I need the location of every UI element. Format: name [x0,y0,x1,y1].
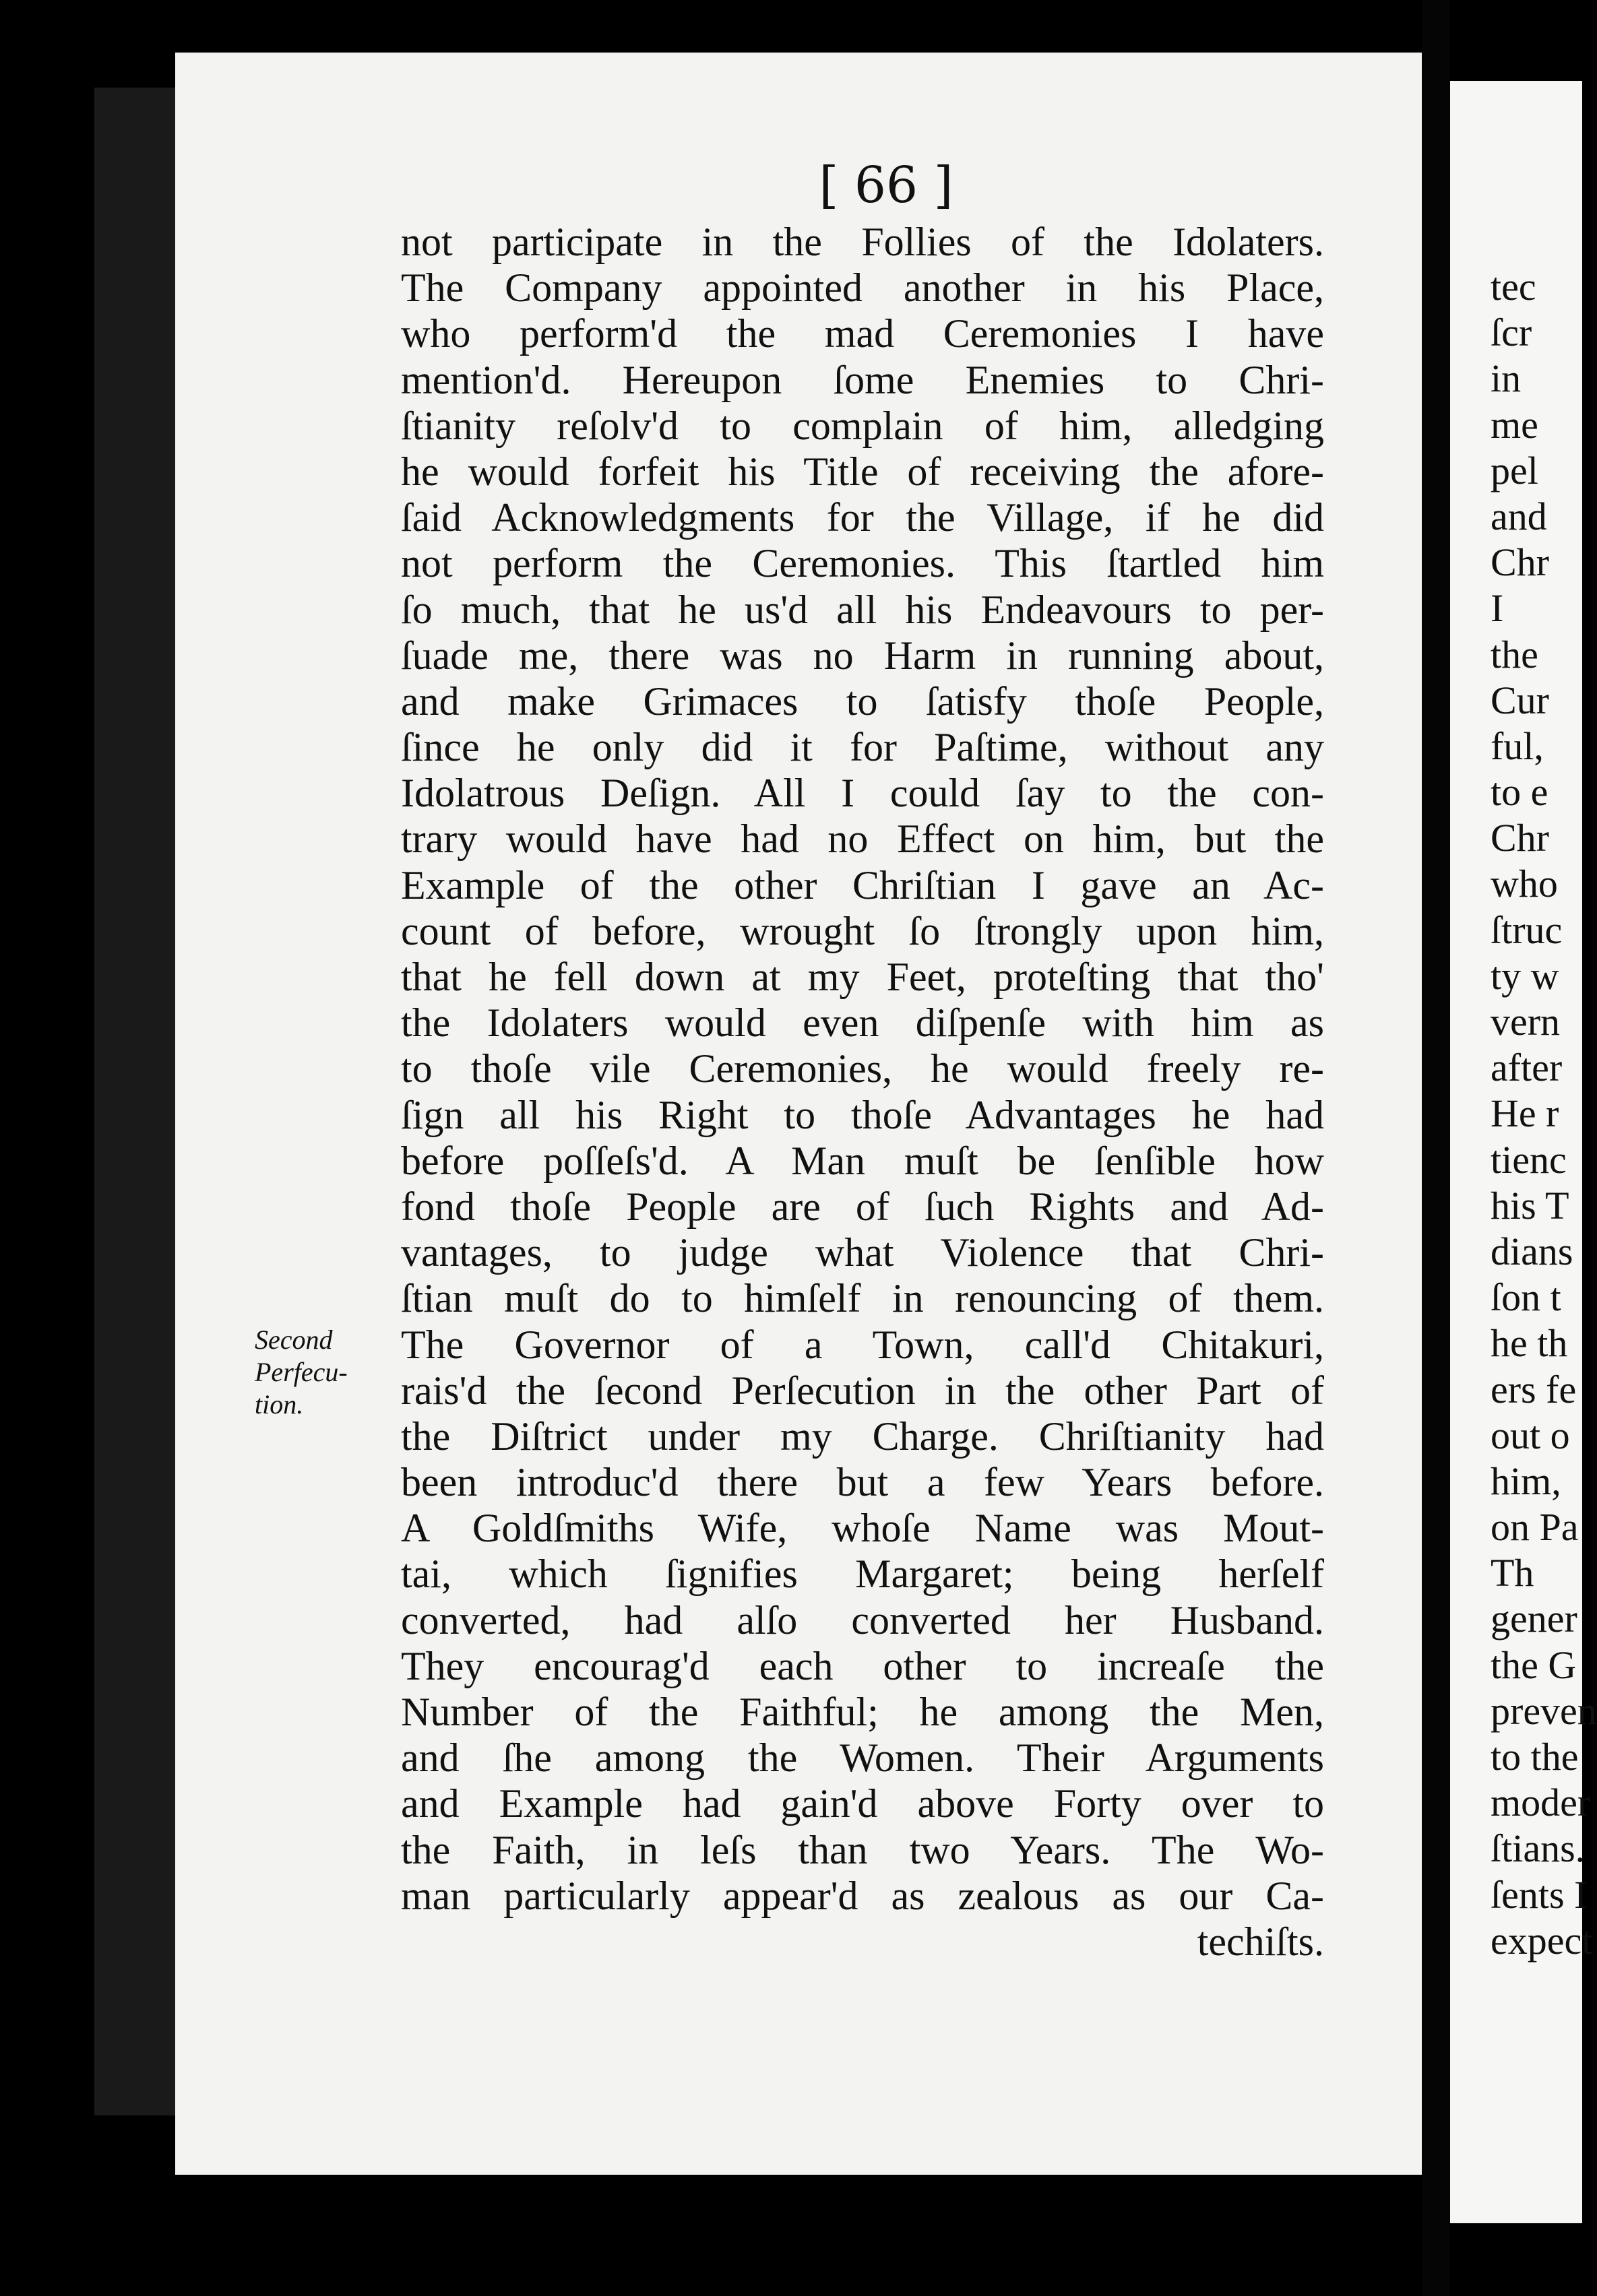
facing-line: Th [1491,1551,1534,1595]
text-line: Idolatrous Deſign. All I could ſay to the con- [401,771,1324,816]
facing-line: ſtians. [1491,1826,1586,1871]
facing-line: me [1491,402,1538,447]
facing-line: vern [1491,1000,1561,1044]
text-line: Example of the other Chriſtian I gave an Ac- [401,862,1324,907]
text-line: and ſhe among the Women. Their Arguments [401,1735,1324,1781]
text-line: techiſts. [1197,1919,1324,1964]
facing-line: ful, [1491,724,1544,768]
facing-line: tienc [1491,1137,1567,1182]
text-line: ſince he only did it for Paſtime, without any [401,725,1324,770]
text-line: he would forfeit his Title of receiving the afore- [401,449,1324,494]
facing-line: expect [1491,1918,1593,1963]
facing-line: to the [1491,1735,1579,1779]
text-line: man particularly appear'd as zealous as our Ca- [401,1873,1324,1918]
text-line: The Governor of a Town, call'd Chitakuri, [401,1322,1324,1367]
facing-line: Cur [1491,678,1549,722]
facing-line: He r [1491,1091,1559,1136]
text-line: The Company appointed another in his Place, [401,265,1324,311]
page-edge [94,88,175,2115]
text-line: fond thoſe People are of ſuch Rights and Ad- [401,1184,1324,1229]
text-line: the Faith, in leſs than two Years. The Wo- [401,1827,1324,1872]
text-line: trary would have had no Effect on him, but the [401,817,1324,862]
page-number: [ 66 ] [819,156,953,214]
facing-line: Chr [1491,540,1549,585]
facing-line: Chr [1491,816,1549,860]
text-line: mention'd. Hereupon ſome Enemies to Chri- [401,357,1324,402]
text-line: not participate in the Follies of the Idolaters. [401,220,1324,264]
facing-line: moder [1491,1781,1591,1825]
text-line: vantages, to judge what Violence that Chri- [401,1230,1324,1275]
text-line: to thoſe vile Ceremonies, he would freely re- [401,1046,1324,1091]
facing-line: ſcr [1491,311,1532,355]
facing-line: in [1491,356,1522,401]
facing-line: who [1491,862,1558,906]
text-line: ſaid Acknowledgments for the Village, if he did [401,495,1324,540]
facing-line: ty w [1491,953,1559,998]
facing-line: I [1491,586,1504,631]
book-gutter [1422,0,1450,2296]
facing-line: and [1491,494,1547,538]
facing-line: ſtruc [1491,907,1563,952]
text-line: ſtian muſt do to himſelf in renouncing of them. [401,1276,1324,1321]
text-line: They encourag'd each other to increaſe the [401,1643,1324,1688]
text-line: that he fell down at my Feet, proteſting that tho' [401,955,1324,999]
text-line: the Idolaters would even diſpenſe with him as [401,1000,1324,1046]
facing-line: the [1491,632,1538,676]
marginal-note-line: tion. [255,1389,304,1420]
facing-line: his T [1491,1183,1569,1227]
facing-line: out o [1491,1413,1570,1457]
facing-line: he th [1491,1321,1568,1366]
text-line: ſtianity reſolv'd to complain of him, alledging [401,403,1324,448]
text-line: ſuade me, there was no Harm in running about, [401,633,1324,678]
text-line: count of before, wrought ſo ſtrongly upon him, [401,908,1324,953]
text-line: the Diſtrict under my Charge. Chriſtianity had [401,1413,1324,1459]
text-line: and Example had gain'd above Forty over to [401,1781,1324,1826]
marginal-note-line: Perfecu- [255,1357,348,1387]
facing-line: dians [1491,1229,1573,1273]
facing-line: ſon t [1491,1275,1561,1320]
facing-line: on Pa [1491,1505,1579,1550]
facing-line: gener [1491,1597,1577,1641]
facing-line: ſents I [1491,1872,1588,1917]
text-line: ſign all his Right to thoſe Advantages he had [401,1092,1324,1137]
text-line: A Goldſmiths Wife, whoſe Name was Mout- [401,1506,1324,1551]
facing-line: ers fe [1491,1367,1577,1411]
text-line: before poſſeſs'd. A Man muſt be ſenſible how [401,1138,1324,1183]
text-line: been introduc'd there but a few Years before. [401,1460,1324,1505]
facing-line: him, [1491,1459,1561,1503]
text-line: ſo much, that he us'd all his Endeavours to per- [401,587,1324,632]
text-line: converted, had alſo converted her Husband. [401,1597,1324,1643]
facing-line: preven [1491,1688,1597,1733]
facing-line: the G [1491,1643,1577,1687]
facing-line: pel [1491,448,1538,492]
text-line: who perform'd the mad Ceremonies I have [401,311,1324,356]
text-line: tai, which ſignifies Margaret; being herſelf [401,1552,1324,1597]
text-line: and make Grimaces to ſatisfy thoſe People, [401,678,1324,724]
facing-page-text [1491,264,1597,1964]
facing-line: to e [1491,770,1548,815]
facing-line: tec [1491,265,1536,309]
text-line: Number of the Faithful; he among the Men, [401,1690,1324,1734]
marginal-note-line: Second [255,1325,333,1355]
marginal-note [255,1324,383,1421]
body-text [401,219,1324,1965]
text-line: not perform the Ceremonies. This ſtartled him [401,541,1324,586]
text-line: rais'd the ſecond Perſecution in the other Part of [401,1368,1324,1413]
facing-line: after [1491,1046,1563,1090]
